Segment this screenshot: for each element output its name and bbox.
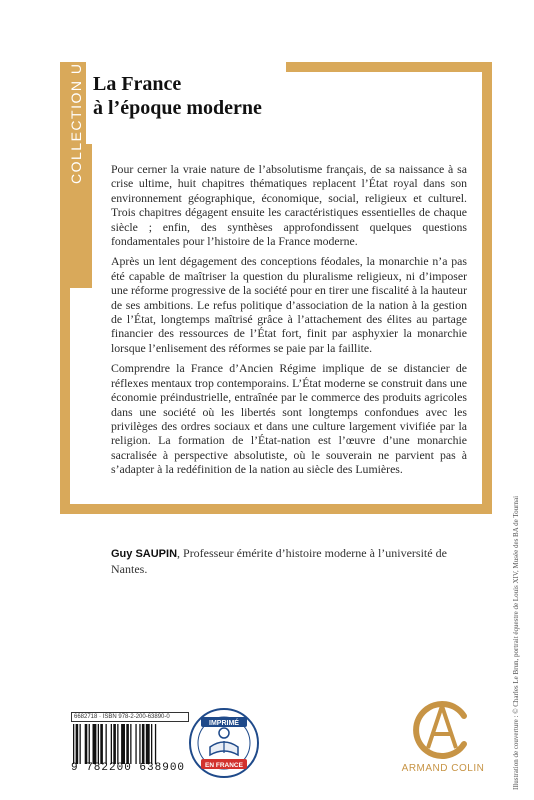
barcode-bars [71,724,189,764]
barcode-bar [93,724,97,764]
barcode-bar [130,724,131,764]
title-line-1: La France [93,73,182,95]
barcode-bar [100,724,103,764]
paragraph-3: Comprendre la France d’Ancien Régime implique de se distancier de réflexes mentaux trop contemporains. L’État moderne se construit dans une économie préindustrielle, entraînée par le commerce des produits agricoles dans une société où les libertés sont longtemps confondues avec les privilèges des ordres sociaux et dans une culture largement vivifiée par la religion. La formation de l’État-nation est l’œuvre d’une monarchie sacralisée à perspective absolutiste, où le souverain ne parvient pas à s’adapter à la redéfinition de la nation au siècle des Lumières. [111,361,467,477]
title-line-2: à l’époque moderne [93,97,262,119]
barcode-bar [146,724,150,764]
book-title [93,72,262,120]
imprime-en-france-seal-icon [188,707,260,779]
barcode-bar [139,724,140,764]
barcode-bar [76,724,79,764]
seal-bottom-text: EN FRANCE [205,762,243,769]
author-note [111,546,461,577]
barcode-bar [98,724,99,764]
author-bio: , Professeur émérite d’histoire moderne à l’université de Nantes. [111,546,447,576]
seal-top-text: IMPRIMÉ [209,720,239,727]
back-cover-text [111,162,467,483]
barcode-bar [155,724,156,764]
barcode-bar [111,724,112,764]
author-name: Guy SAUPIN [111,548,178,560]
publisher-name: ARMAND COLIN [401,763,485,774]
barcode-bar [73,724,74,764]
collection-label [68,136,84,184]
barcode-bar [151,724,152,764]
barcode-digits: 9 782200 638900 [71,762,186,774]
barcode-bar [126,724,129,764]
barcode [71,712,189,776]
paragraph-1: Pour cerner la vraie nature de l’absolutisme français, de sa naissance à sa crise ultime, huit chapitres thématiques replacent l’État royal dans son environnement géographique, économique, social, religieux et culturel. Trois chapitres dégagent ensuite les caractéristiques essentielles de chaque siècle ; enfin, des synthèses approfondissent quelques questions fondamentales pour l’histoire de la France moderne. [111,162,467,249]
isbn-text: 6682718 · ISBN 978-2-200-63890-0 [71,712,189,722]
armand-colin-logo-icon [402,698,482,760]
barcode-bar [113,724,116,764]
barcode-bar [135,724,136,764]
cover-credit: Illustration de couverture : © Charles Le Brun, portrait équestre de Louis XIV, Musée des BA de Tournai [512,495,520,790]
barcode-bar [121,724,125,764]
barcode-bar [117,724,118,764]
barcode-bar [85,724,88,764]
barcode-bar [142,724,145,764]
barcode-bar [80,724,81,764]
paragraph-2: Après un lent dégagement des conceptions féodales, la monarchie n’a pas été capable de maîtriser la question du pluralisme religieux, ni d’imposer une réforme progressive de la société pour en tirer une fiscalité à la hauteur de ses ambitions. Le refus politique d’association de la nation à la gestion de l’État, longtemps maîtrisé grâce à l’attachement des élites au partage financier des ressources de l’État fort, finit par asphyxier la monarchie lorsque l’enlisement des réformes se paie par la faillite. [111,254,467,355]
barcode-bar [106,724,107,764]
barcode-bar [89,724,90,764]
